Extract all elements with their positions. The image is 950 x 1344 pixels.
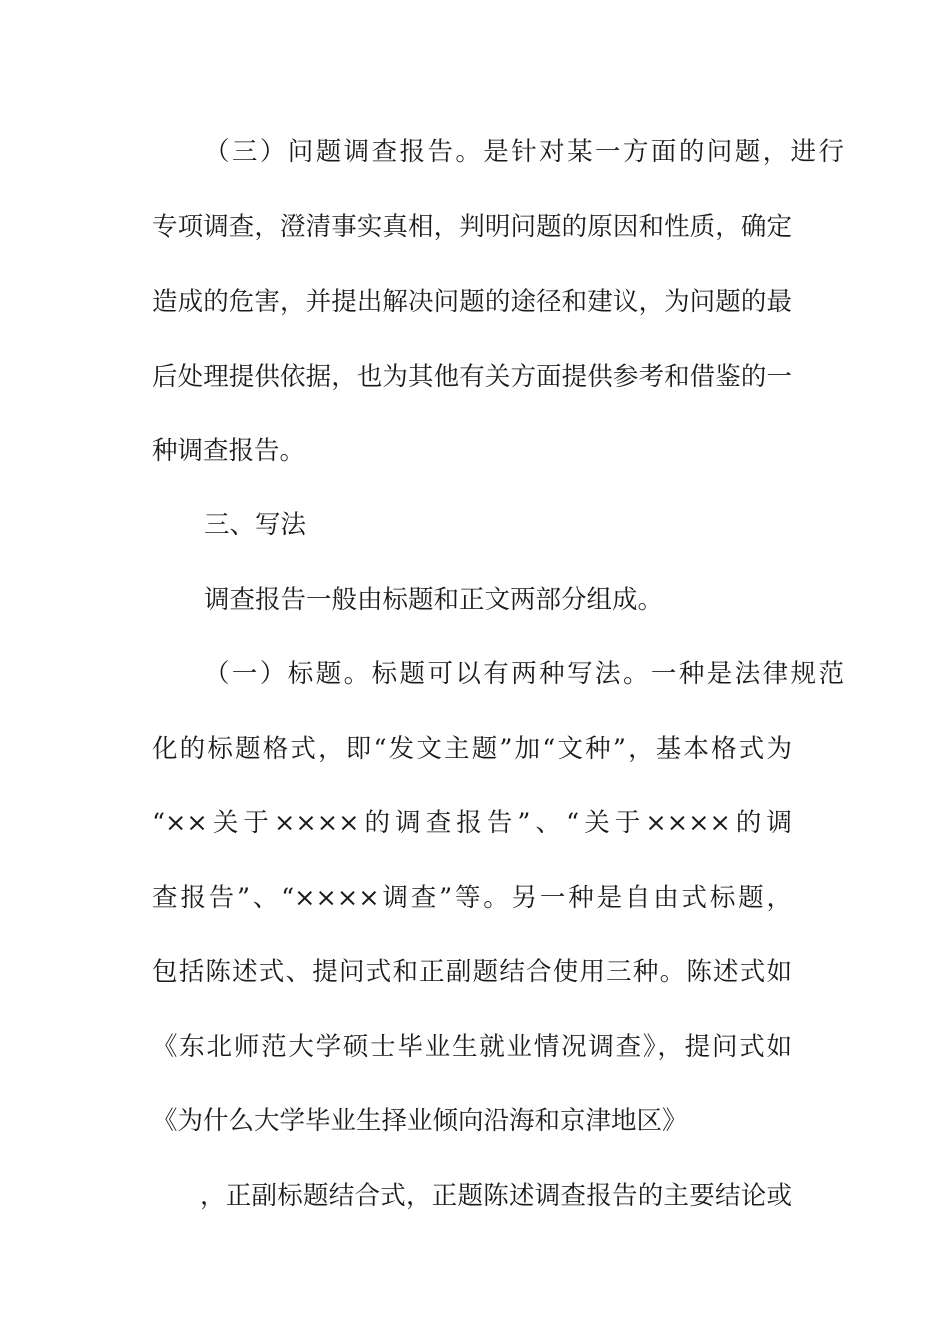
paragraph-line: 化的标题格式，即“发文主题”加“文种”，基本格式为 <box>152 734 792 764</box>
paragraph-line: 专项调查，澄清事实真相，判明问题的原因和性质，确定 <box>152 212 792 242</box>
paragraph-line: （三）问题调查报告。是针对某一方面的问题，进行 <box>204 137 844 167</box>
paragraph-line: 调查报告一般由标题和正文两部分组成。 <box>204 585 664 615</box>
paragraph-line: 后处理提供依据，也为其他有关方面提供参考和借鉴的一 <box>152 362 792 392</box>
paragraph-line: “××关于××××的调查报告”、“关于××××的调 <box>152 808 792 838</box>
paragraph-line: 查报告”、“××××调查”等。另一种是自由式标题， <box>152 883 792 913</box>
section-heading: 三、写法 <box>204 510 307 540</box>
paragraph-line: 种调查报告。 <box>152 436 306 466</box>
paragraph-line: ，正副标题结合式，正题陈述调查报告的主要结论或 <box>200 1181 792 1211</box>
paragraph-line: 《东北师范大学硕士毕业生就业情况调查》，提问式如 <box>152 1032 792 1062</box>
paragraph-line: 包括陈述式、提问式和正副题结合使用三种。陈述式如 <box>152 957 792 987</box>
paragraph-line: 造成的危害，并提出解决问题的途径和建议，为问题的最 <box>152 287 792 317</box>
paragraph-line: （一）标题。标题可以有两种写法。一种是法律规范 <box>204 659 844 689</box>
paragraph-line: 《为什么大学毕业生择业倾向沿海和京津地区》 <box>152 1106 688 1136</box>
